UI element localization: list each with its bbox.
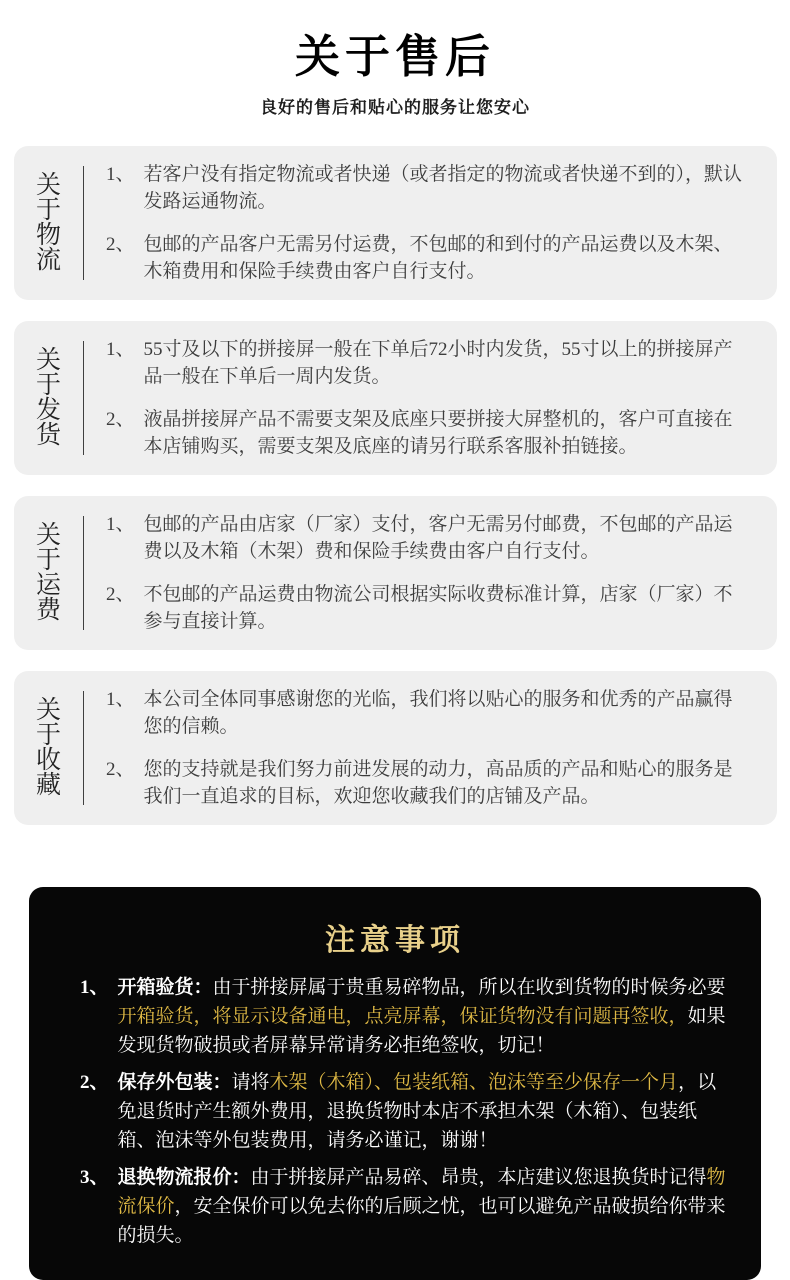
item-text: 55寸及以下的拼接屏一般在下单后72小时内发货，55寸以上的拼接屏产品一般在下单后一周内发货。 [143, 339, 733, 387]
box-item [106, 686, 751, 740]
box-content [84, 509, 777, 637]
notice-highlight: 木架（木箱）、包装纸箱、泡沫等至少保存一个月 [269, 1072, 679, 1093]
notice-text-segment: 请将 [231, 1072, 270, 1093]
info-box-2 [14, 496, 777, 650]
notice-item-number: 2、 [80, 1072, 109, 1093]
box-item [106, 756, 751, 810]
notice-text-segment: 如果发现货物破损或者屏幕异常请务必拒绝签收，切记！ [117, 1006, 726, 1056]
box-label: 关于运费 [35, 522, 61, 624]
box-label: 关于物流 [35, 172, 61, 274]
box-label: 关于发货 [35, 347, 61, 449]
item-text: 不包邮的产品运费由物流公司根据实际收费标准计算，店家（厂家）不参与直接计算。 [143, 584, 733, 632]
box-item [106, 161, 751, 215]
item-text: 包邮的产品由店家（厂家）支付，客户无需另付邮费，不包邮的产品运费以及木箱（木架）费和保险手续费由客户自行支付。 [143, 514, 733, 562]
box-item [106, 581, 751, 635]
notice-item-number: 1、 [80, 977, 109, 998]
notice-item [55, 1068, 735, 1155]
notice-items [55, 973, 735, 1250]
notice-item [55, 1163, 735, 1250]
box-item [106, 336, 751, 390]
notice-item-text [118, 1163, 735, 1250]
item-number: 2、 [106, 584, 135, 605]
item-number: 2、 [106, 409, 135, 430]
page-header [0, 20, 790, 118]
item-number: 2、 [106, 234, 135, 255]
page-title: 关于售后 [294, 32, 495, 82]
info-sections [0, 146, 790, 825]
notice-item-number: 3、 [80, 1167, 109, 1188]
item-text: 若客户没有指定物流或者快递（或者指定的物流或者快递不到的），默认发路运通物流。 [143, 164, 743, 212]
notice-item-heading: 开箱验货： [117, 977, 213, 998]
box-label-column [14, 334, 83, 462]
notice-highlight: 开箱验货，将显示设备通电，点亮屏幕，保证货物没有问题再签收， [117, 1006, 688, 1027]
notice-item-heading: 保存外包装： [117, 1072, 232, 1093]
page-subtitle: 良好的售后和贴心的服务让您安心 [260, 98, 530, 117]
notice-text-segment: ，安全保价可以免去你的后顾之忧，也可以避免产品破损给你带来的损失。 [117, 1196, 726, 1246]
item-text: 液晶拼接屏产品不需要支架及底座只要拼接大屏整机的，客户可直接在本店铺购买，需要支架及底座的请另行联系客服补拍链接。 [143, 409, 733, 457]
notice-item [55, 973, 735, 1060]
notice-item-text [118, 1068, 735, 1155]
box-label: 关于收藏 [35, 697, 61, 799]
item-number: 2、 [106, 759, 135, 780]
notice-text-segment: ，以免退货时产生额外费用，退换货物时本店不承担木架（木箱）、包装纸箱、泡沫等外包装费用，请务必谨记，谢谢！ [117, 1072, 717, 1151]
box-content [84, 334, 777, 462]
info-box-3 [14, 671, 777, 825]
box-item [106, 406, 751, 460]
box-content [84, 159, 777, 287]
item-text: 包邮的产品客户无需另付运费，不包邮的和到付的产品运费以及木架、木箱费用和保险手续费由客户自行支付。 [143, 234, 733, 282]
item-text: 您的支持就是我们努力前进发展的动力，高品质的产品和贴心的服务是我们一直追求的目标，欢迎您收藏我们的店铺及产品。 [143, 759, 733, 807]
box-item [106, 231, 751, 285]
box-label-column [14, 684, 83, 812]
item-number: 1、 [106, 164, 135, 185]
notice-text-segment: 由于拼接屏属于贵重易碎物品，所以在收到货物的时候务必要 [212, 977, 726, 998]
box-content [84, 684, 777, 812]
box-label-column [14, 159, 83, 287]
notice-panel [29, 887, 761, 1280]
notice-text-segment: 由于拼接屏产品易碎、昂贵，本店建议您退换货时记得 [250, 1167, 707, 1188]
item-number: 1、 [106, 339, 135, 360]
notice-title: 注意事项 [325, 924, 465, 957]
info-box-0 [14, 146, 777, 300]
box-item [106, 511, 751, 565]
notice-highlight: 物流保价 [117, 1167, 726, 1217]
info-box-1 [14, 321, 777, 475]
notice-item-text [118, 973, 735, 1060]
item-number: 1、 [106, 514, 135, 535]
item-number: 1、 [106, 689, 135, 710]
box-label-column [14, 509, 83, 637]
item-text: 本公司全体同事感谢您的光临，我们将以贴心的服务和优秀的产品赢得您的信赖。 [143, 689, 733, 737]
notice-item-heading: 退换物流报价： [117, 1167, 251, 1188]
